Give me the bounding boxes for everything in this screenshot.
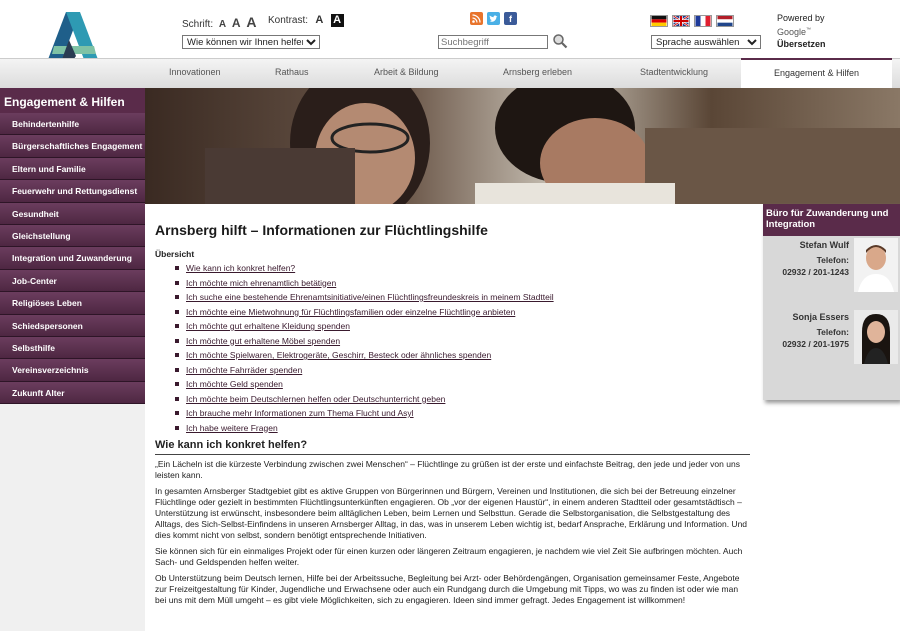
toc-link-informationen[interactable]: Ich brauche mehr Informationen zum Thema Flucht und Asyl — [186, 408, 414, 418]
sidebar-item-integration[interactable]: Integration und Zuwanderung — [0, 247, 145, 269]
google-logo: Google™ — [777, 27, 812, 37]
person-name: Stefan Wulf — [799, 240, 849, 250]
paragraph: Sie können sich für ein einmaliges Projekt oder für einen kurzen oder längeren Zeitraum engagieren, je nachdem wie viel Zeit Sie aufbringen möchten. Auch Sach- und Geldspenden helfen weiter. — [155, 546, 743, 567]
toc-link-initiative[interactable]: Ich suche eine bestehende Ehrenamtsinitiative/einen Flüchtlingsfreundeskreis in meinem Stadtteil — [186, 292, 554, 302]
toc-link-geld[interactable]: Ich möchte Geld spenden — [186, 379, 283, 389]
search-input[interactable] — [438, 35, 548, 49]
toc-item — [175, 290, 750, 305]
help-select[interactable] — [182, 35, 320, 49]
contact-title: Büro für Zuwanderung und Integration — [763, 204, 900, 236]
toc-link-konkret-helfen[interactable]: Wie kann ich konkret helfen? — [186, 263, 296, 273]
flag-de-icon[interactable] — [650, 15, 668, 27]
header — [0, 0, 900, 58]
sidebar-item-gesundheit[interactable]: Gesundheit — [0, 203, 145, 225]
section-title: Wie kann ich konkret helfen? — [155, 439, 750, 455]
sidebar-item-job-center[interactable]: Job-Center — [0, 270, 145, 292]
nav-tab-rathaus[interactable]: Rathaus — [275, 67, 309, 77]
contrast-high-button[interactable]: A — [331, 14, 344, 27]
toc-link-spielwaren[interactable]: Ich möchte Spielwaren, Elektrogeräte, Geschirr, Besteck oder ähnliches spenden — [186, 350, 492, 360]
phone-number[interactable]: 02932 / 201-1243 — [782, 267, 849, 277]
font-size-medium[interactable]: A — [231, 16, 241, 30]
rss-icon[interactable] — [470, 12, 483, 25]
twitter-icon[interactable] — [487, 12, 500, 25]
font-size-control — [182, 14, 257, 30]
contact-person — [763, 308, 900, 380]
contact-box — [763, 204, 900, 400]
toc-item — [175, 406, 750, 421]
language-select[interactable] — [651, 35, 761, 49]
banner-photo — [145, 88, 900, 204]
sidebar-item-feuerwehr[interactable]: Feuerwehr und Rettungsdienst — [0, 180, 145, 202]
toc-link-ehrenamt[interactable]: Ich möchte mich ehrenamtlich betätigen — [186, 277, 337, 288]
phone-label: Telefon: — [816, 255, 849, 265]
toc-item — [175, 363, 750, 378]
sidebar-item-religioeses-leben[interactable]: Religiöses Leben — [0, 292, 145, 314]
person-photo-avatar — [854, 238, 898, 292]
toc-link-deutsch[interactable]: Ich möchte beim Deutschlernen helfen oder Deutschunterricht geben — [186, 393, 446, 404]
toc-item — [175, 305, 750, 320]
paragraph: Ob Unterstützung beim Deutsch lernen, Hilfe bei der Arbeitssuche, Begleitung bei Arzt- oder Behördengängen, Organisation gemeinsamer Feste, Angebote zur Freizeitgestaltung für Kinder, Jugendliche und Erwachsene oder auch ein Rundgang durch die Umgebung mit Tipps, wo was zu finden ist oder wie man bei uns mit dem Müll umgeht – es gibt viele Möglichkeiten, sich zu engagieren. Ideen sind immer gefragt. Jedes Engagement ist willkommen! — [155, 573, 740, 605]
powered-by-text: Powered by — [777, 13, 825, 23]
phone-number[interactable]: 02932 / 201-1975 — [782, 339, 849, 349]
toc-link-kleidung[interactable]: Ich möchte gut erhaltene Kleidung spenden — [186, 321, 350, 331]
contact-person — [763, 236, 900, 308]
toc-item — [175, 261, 750, 276]
toc-item — [175, 334, 750, 349]
facebook-icon[interactable]: f — [504, 12, 517, 25]
toc-item — [175, 348, 750, 363]
banner-image — [145, 88, 900, 204]
sidebar-item-vereinsverzeichnis[interactable]: Vereinsverzeichnis — [0, 359, 145, 381]
sidebar-item-eltern-familie[interactable]: Eltern und Familie — [0, 158, 145, 180]
toc-item — [175, 319, 750, 334]
paragraph: „Ein Lächeln ist die kürzeste Verbindung zwischen zwei Menschen“ – Flüchtlinge zu grüßen ist der erste und einfachste Beitrag, den jede und jeder von uns leisten kann. — [155, 459, 740, 480]
nav-tab-stadtentwicklung[interactable]: Stadtentwicklung — [640, 67, 709, 77]
contrast-control — [268, 14, 344, 27]
sidebar-item-behindertenhilfe[interactable]: Behindertenhilfe — [0, 113, 145, 135]
overview-label: Übersicht — [155, 249, 195, 259]
google-translate-widget — [777, 12, 826, 50]
font-size-label: Schrift: — [182, 19, 214, 30]
page-title: Arnsberg hilft – Informationen zur Flüchtlingshilfe — [155, 222, 488, 238]
toc-link-moebel[interactable]: Ich möchte gut erhaltene Möbel spenden — [186, 335, 341, 346]
sidebar-item-gleichstellung[interactable]: Gleichstellung — [0, 225, 145, 247]
sidebar-item-schiedspersonen[interactable]: Schiedspersonen — [0, 315, 145, 337]
language-flags — [650, 15, 734, 27]
sidebar-title: Engagement & Hilfen — [0, 88, 145, 113]
main-content — [155, 222, 750, 611]
paragraph: In gesamten Arnsberger Stadtgebiet gibt es aktive Gruppen von Bürgerinnen und Bürgern, Vereinen und Institutionen, die sich bei der Betreuung einzelner Flüchtlinge oder gezielt in bestimmten Flüchtlingsunterkünften engagieren. Ob „vor der eigenen Haustür“, in einem anderen Stadtteil oder gesamtstädtisch – Unterstützung ist erwünscht, insbesondere beim alltäglichen Leben, beim Lernen und Selbsttun. Gerade die Selbstorganisation, die Selbstgestaltung des Alltags, des Sich-Selbst-Einfindens in unseren Arnsberger Alltag, in das, was in unserem Leben wichtig ist, bedarf Ansprache, Erklärung und Information. Und dies kommt nicht von selbst, sondern benötigt entsprechende Initiativen. — [155, 486, 748, 540]
toc-link-mietwohnung[interactable]: Ich möchte eine Mietwohnung für Flüchtlingsfamilien oder einzelne Flüchtlinge anbieten — [186, 306, 516, 317]
nav-tab-arnsberg-erleben[interactable]: Arnsberg erleben — [503, 67, 573, 77]
person-name: Sonja Essers — [792, 312, 849, 322]
search-icon[interactable] — [552, 33, 568, 49]
toc-item — [175, 392, 750, 407]
flag-uk-icon[interactable] — [672, 15, 690, 27]
toc-link-fahrraeder[interactable]: Ich möchte Fahrräder spenden — [186, 364, 303, 375]
sidebar-item-buergerschaftliches-engagement[interactable]: Bürgerschaftliches Engagement — [0, 135, 145, 157]
contrast-normal-button[interactable]: A — [315, 14, 324, 26]
flag-fr-icon[interactable] — [694, 15, 712, 27]
sidebar — [0, 88, 145, 631]
sidebar-item-zukunft-alter[interactable]: Zukunft Alter — [0, 382, 145, 404]
flag-nl-icon[interactable] — [716, 15, 734, 27]
person-photo-avatar — [854, 310, 898, 364]
nav-tab-engagement-hilfen[interactable]: Engagement & Hilfen — [741, 58, 892, 90]
main-navigation — [0, 58, 900, 88]
sidebar-item-selbsthilfe[interactable]: Selbsthilfe — [0, 337, 145, 359]
table-of-contents — [175, 261, 750, 435]
translate-link[interactable]: Übersetzen — [777, 39, 826, 49]
nav-tab-arbeit-bildung[interactable]: Arbeit & Bildung — [374, 67, 439, 77]
toc-item — [175, 377, 750, 392]
font-size-small[interactable]: A — [218, 19, 227, 30]
social-links — [470, 12, 517, 25]
toc-item — [175, 421, 750, 436]
font-size-large[interactable]: A — [246, 14, 257, 30]
contrast-label: Kontrast: — [268, 15, 309, 26]
nav-tab-innovationen[interactable]: Innovationen — [169, 67, 221, 77]
toc-link-fragen[interactable]: Ich habe weitere Fragen — [186, 422, 278, 433]
phone-label: Telefon: — [816, 327, 849, 337]
toc-item — [175, 276, 750, 291]
